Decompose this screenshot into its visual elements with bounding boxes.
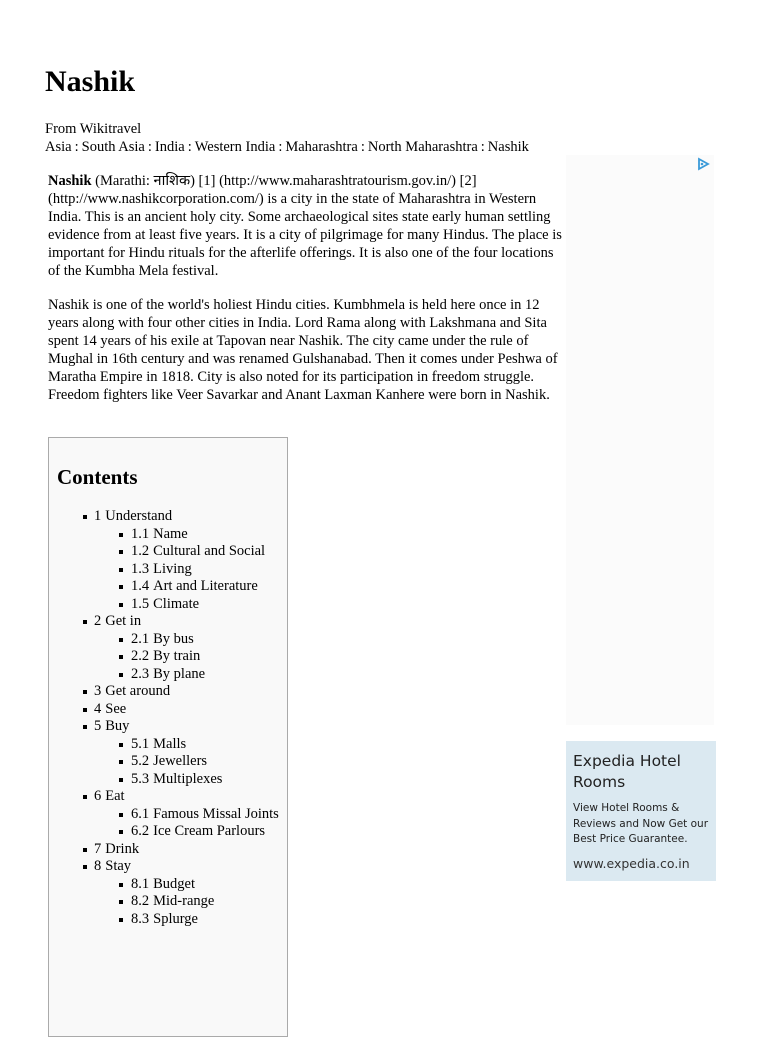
bullet-icon <box>119 655 123 659</box>
toc-link[interactable] <box>131 753 207 769</box>
bullet-icon <box>119 673 123 677</box>
bullet-icon <box>119 638 123 642</box>
toc-link[interactable] <box>94 613 141 629</box>
breadcrumb-separator: : <box>187 139 192 155</box>
bullet-icon <box>119 830 123 834</box>
toc-link[interactable] <box>131 823 265 839</box>
ad-description: View Hotel Rooms & Reviews and Now Get our Best Price Guarantee. <box>573 802 709 845</box>
toc-number: 5 <box>94 718 102 734</box>
toc-link[interactable] <box>94 508 172 524</box>
source-line: From Wikitravel <box>45 121 142 137</box>
toc-label: Stay <box>105 858 132 874</box>
bullet-icon <box>119 585 123 589</box>
intro-name: Nashik <box>48 173 92 189</box>
toc-link[interactable] <box>94 788 125 804</box>
toc-item <box>49 613 287 631</box>
bullet-icon <box>83 795 87 799</box>
toc-link[interactable] <box>131 876 195 892</box>
toc-link[interactable] <box>131 561 192 577</box>
toc-link[interactable] <box>94 683 170 699</box>
breadcrumb-item[interactable]: Asia <box>45 139 72 155</box>
toc-link[interactable] <box>131 526 188 542</box>
toc-label: Jewellers <box>153 753 208 769</box>
toc-item <box>49 736 287 754</box>
bullet-icon <box>83 515 87 519</box>
toc-link[interactable] <box>131 911 198 927</box>
toc-link[interactable] <box>131 736 186 752</box>
breadcrumb-item[interactable]: Nashik <box>487 139 529 155</box>
bullet-icon <box>119 813 123 817</box>
toc-number: 1.4 <box>131 578 150 594</box>
breadcrumb <box>45 138 529 156</box>
bullet-icon <box>119 918 123 922</box>
toc-link[interactable] <box>131 578 258 594</box>
ad-choices-icon[interactable] <box>696 157 710 171</box>
toc-title: Contents <box>57 465 138 489</box>
toc-item <box>49 876 287 894</box>
toc-label: Buy <box>105 718 130 734</box>
toc-label: Get around <box>105 683 171 699</box>
toc-link[interactable] <box>94 701 126 717</box>
intro-text: (Marathi: नाशिक) [1] (http://www.maharashtratourism.gov.in/) [2] (http://www.nashikcorporation.com/) is a city in the state of Maharashtra in Western India. This is an ancient holy city. Some archaeological sites state early human settling evidence from at least five years. It is a city of pilgrimage for many Hindus. The place is important for Hindu rituals for the afterlife offerings. It is also one of the four locations of the Kumbha Mela festival. <box>48 173 562 279</box>
toc-link[interactable] <box>94 841 139 857</box>
toc-number: 7 <box>94 840 102 857</box>
toc-label: Name <box>153 525 188 542</box>
toc-number: 8.3 <box>131 910 150 927</box>
table-of-contents <box>48 437 288 1037</box>
toc-label: Understand <box>105 508 173 524</box>
toc-label: See <box>105 700 127 717</box>
toc-label: By train <box>153 648 201 664</box>
toc-item <box>49 508 287 526</box>
toc-item <box>49 683 287 701</box>
toc-number: 5.2 <box>131 753 150 769</box>
breadcrumb-separator: : <box>278 139 283 155</box>
toc-item <box>49 806 287 824</box>
toc-item <box>49 701 287 719</box>
toc-item <box>49 823 287 841</box>
toc-item <box>49 578 287 596</box>
bullet-icon <box>119 550 123 554</box>
toc-label: Ice Cream Parlours <box>153 823 266 839</box>
toc-number: 1.1 <box>131 525 150 542</box>
bullet-icon <box>83 865 87 869</box>
bullet-icon <box>119 900 123 904</box>
toc-label: Eat <box>105 788 125 804</box>
toc-label: Mid-range <box>153 893 215 909</box>
breadcrumb-item[interactable]: Maharashtra <box>285 139 358 155</box>
toc-label: Climate <box>153 595 200 612</box>
toc-link[interactable] <box>131 631 194 647</box>
toc-label: Malls <box>153 735 187 752</box>
toc-item <box>49 648 287 666</box>
toc-number: 1 <box>94 508 102 524</box>
toc-item <box>49 771 287 789</box>
toc-number: 3 <box>94 683 102 699</box>
toc-number: 5.3 <box>131 770 150 787</box>
breadcrumb-separator: : <box>147 139 152 155</box>
toc-item <box>49 841 287 859</box>
toc-item <box>49 858 287 876</box>
toc-number: 8.2 <box>131 893 150 909</box>
page-title: Nashik <box>45 65 136 98</box>
toc-label: Living <box>153 560 192 577</box>
toc-item <box>49 788 287 806</box>
bullet-icon <box>83 690 87 694</box>
bullet-icon <box>119 760 123 764</box>
toc-number: 8.1 <box>131 875 150 892</box>
toc-link[interactable] <box>131 893 214 909</box>
toc-link[interactable] <box>94 718 129 734</box>
toc-link[interactable] <box>131 771 222 787</box>
toc-number: 6.2 <box>131 823 150 839</box>
toc-number: 1.2 <box>131 543 150 559</box>
toc-link[interactable] <box>131 648 200 664</box>
ad-title[interactable]: Expedia Hotel Rooms <box>573 752 681 791</box>
toc-item <box>49 911 287 929</box>
toc-item <box>49 893 287 911</box>
bullet-icon <box>119 603 123 607</box>
breadcrumb-item[interactable]: Western India <box>194 139 276 155</box>
toc-number: 6.1 <box>131 805 150 822</box>
toc-number: 4 <box>94 700 102 717</box>
bullet-icon <box>119 533 123 537</box>
bullet-icon <box>119 778 123 782</box>
toc-link[interactable] <box>131 666 205 682</box>
toc-number: 6 <box>94 788 102 804</box>
toc-item <box>49 631 287 649</box>
toc-number: 2.3 <box>131 665 150 682</box>
toc-label: Cultural and Social <box>153 543 266 559</box>
bullet-icon <box>83 848 87 852</box>
toc-label: Art and Literature <box>153 578 258 594</box>
toc-label: Multiplexes <box>153 770 223 787</box>
toc-label: By plane <box>153 665 206 682</box>
toc-label: Drink <box>105 840 140 857</box>
breadcrumb-separator: : <box>360 139 365 155</box>
toc-number: 8 <box>94 858 102 874</box>
toc-number: 2 <box>94 613 102 629</box>
bullet-icon <box>83 620 87 624</box>
breadcrumb-separator: : <box>480 139 485 155</box>
toc-number: 2.1 <box>131 630 150 647</box>
breadcrumb-separator: : <box>74 139 79 155</box>
toc-number: 5.1 <box>131 735 150 752</box>
history-paragraph: Nashik is one of the world's holiest Hindu cities. Kumbhmela is held here once in 12 years along with four other cities in India. Lord Rama along with Lakshmana and Sita spent 14 years of his exile at Tapovan near Nashik. The city came under the rule of Mughal in 16th century and was renamed Gulshanabad. Then it comes under Peshwa of Maratha Empire in 1818. City is also noted for its participation in freedom struggle. Freedom fighters like Veer Savarkar and Anant Laxman Kanhere were born in Nashik. <box>48 297 558 403</box>
toc-label: Splurge <box>153 910 198 927</box>
bullet-icon <box>83 708 87 712</box>
toc-link[interactable] <box>94 858 131 874</box>
breadcrumb-item[interactable]: South Asia <box>81 139 145 155</box>
bullet-icon <box>119 743 123 747</box>
toc-list <box>49 508 287 928</box>
bullet-icon <box>119 568 123 572</box>
toc-number: 1.5 <box>131 595 150 612</box>
toc-link[interactable] <box>131 806 279 822</box>
toc-item <box>49 666 287 684</box>
toc-label: By bus <box>153 630 194 647</box>
ad-panel <box>566 155 714 725</box>
toc-label: Famous Missal Joints <box>153 805 279 822</box>
toc-item <box>49 543 287 561</box>
toc-link[interactable] <box>131 596 199 612</box>
breadcrumb-item[interactable]: North Maharashtra <box>367 139 478 155</box>
bullet-icon <box>119 883 123 887</box>
toc-label: Budget <box>153 875 196 892</box>
toc-item <box>49 526 287 544</box>
bullet-icon <box>83 725 87 729</box>
breadcrumb-item[interactable]: India <box>154 139 185 155</box>
toc-link[interactable] <box>131 543 265 559</box>
toc-number: 2.2 <box>131 648 150 664</box>
toc-item <box>49 561 287 579</box>
toc-label: Get in <box>105 613 142 629</box>
ad-box[interactable] <box>566 741 716 881</box>
toc-number: 1.3 <box>131 560 150 577</box>
toc-item <box>49 596 287 614</box>
toc-item <box>49 753 287 771</box>
toc-item <box>49 718 287 736</box>
intro-paragraph <box>48 173 568 280</box>
ad-url[interactable]: www.expedia.co.in <box>573 855 690 871</box>
